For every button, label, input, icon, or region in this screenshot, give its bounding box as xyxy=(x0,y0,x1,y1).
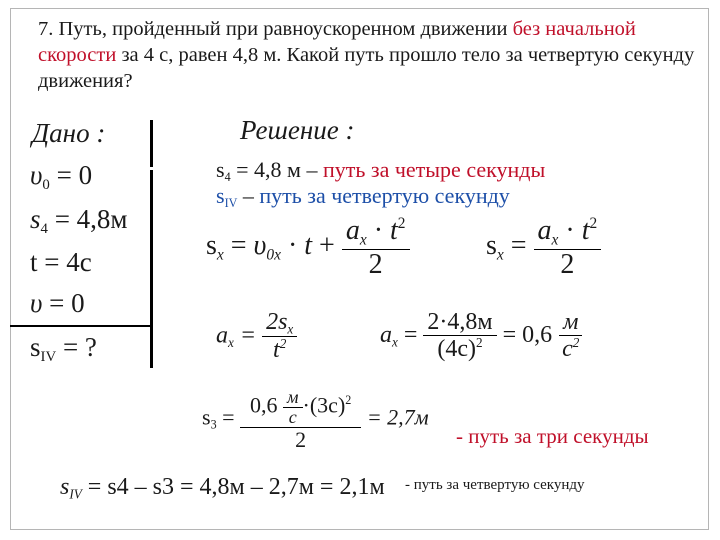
solution-line-2-note: путь за четвертую секунду xyxy=(259,183,510,208)
formula-acceleration-value: $a_x$ = $\frac{2\cdot 4,8м}{(4c)^2}$ = 0,6 $\frac{м}{c^2}$ xyxy=(380,310,583,363)
solution-title: Решение : xyxy=(240,115,355,145)
formula-displacement-full: $s_x = \upsilon_{0x} \cdot t$ + $\frac{a_x \cdot t^2}{2}$ xyxy=(206,216,410,279)
formula-acceleration: $a_x$ = $\frac{2s_x}{t^2}$ xyxy=(216,310,297,364)
given-v0: $\upsilon_0 = 0$ xyxy=(30,160,93,194)
solution-line-1-note: путь за четыре секунды xyxy=(322,157,546,182)
problem-suffix: за 4 с, равен 4,8 м. Какой путь прошло тело за четвертую секунду движения? xyxy=(38,44,695,92)
formula-final: $s_{IV} = s4 - s3 = 4,8м - 2,7м = 2,1м$ xyxy=(60,474,385,502)
formula-displacement-zero-v0: $s_x$ = $\frac{a_x \cdot t^2}{2}$ xyxy=(486,216,601,279)
solution-line-1 xyxy=(216,157,545,185)
solution-line-1-value: $s_4 = 4,8$ м – xyxy=(216,157,323,185)
given-t: t = 4c xyxy=(30,247,92,277)
given-title: Дано : xyxy=(32,118,106,148)
problem-prefix: 7. Путь, пройденный при равноускоренном движении xyxy=(38,18,513,40)
s3-note: - путь за три секунды xyxy=(456,424,649,448)
given-v: υ = 0 xyxy=(30,288,85,318)
formula-s3: $s_3$ = 0,6 $\frac{м}{c}$ $\cdot(3c)^2$ 2 = 2,7м xyxy=(202,387,429,452)
divider-vertical xyxy=(150,170,153,368)
divider-top xyxy=(150,120,153,167)
given-find: $s_{IV}$ = ? xyxy=(30,332,97,366)
final-note: - путь за четвертую секунду xyxy=(405,477,585,493)
divider-horizontal xyxy=(10,325,153,327)
problem-highlight: без начальной скорости xyxy=(38,18,636,66)
solution-line-2: $s_{IV}$ – путь за четвертую секунду xyxy=(216,183,510,211)
problem-statement xyxy=(38,16,698,94)
given-s4: $s_4 = 4,8м$ xyxy=(30,204,128,238)
